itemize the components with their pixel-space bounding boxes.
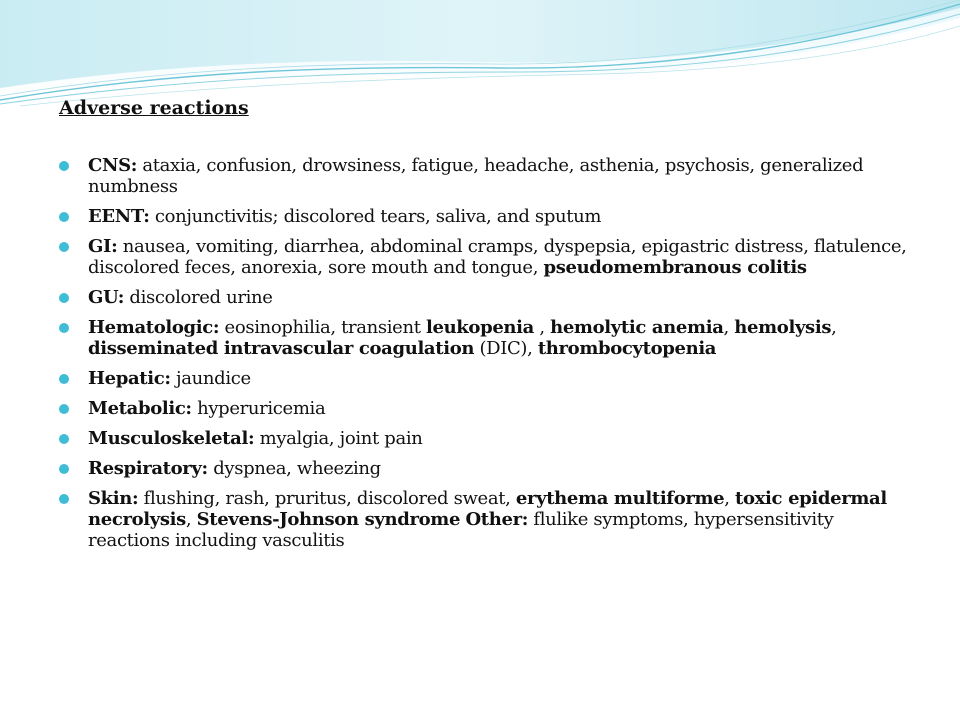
bullet-bold-term: pseudomembranous colitis xyxy=(543,257,807,278)
bullet-text: jaundice xyxy=(170,368,251,389)
bullet-heading: Hepatic: xyxy=(88,368,171,389)
bullet-text: nausea, vomiting, diarrhea, abdominal cramps, dyspepsia, epigastric distress, flatulence, discolored feces, anorexia, sore mouth and tongue, xyxy=(88,236,907,278)
bullet-text: , xyxy=(724,488,736,509)
bullet-bold-term: Stevens-Johnson syndrome xyxy=(196,509,461,530)
bullet-text: (DIC), xyxy=(474,338,538,359)
bullet-item xyxy=(59,287,919,308)
bullet-bold-term: toxic epidermal necrolysis xyxy=(88,488,887,530)
bullet-item xyxy=(59,317,919,359)
bullet-item xyxy=(59,155,919,197)
bullet-list xyxy=(59,155,919,560)
slide-title: Adverse reactions xyxy=(59,97,249,119)
bullet-item xyxy=(59,368,919,389)
bullet-item xyxy=(59,206,919,227)
bullet-circle-icon xyxy=(59,161,69,171)
bullet-text: dyspnea, wheezing xyxy=(207,458,381,479)
bullet-heading: Hematologic: xyxy=(88,317,220,338)
bullet-text: , xyxy=(185,509,197,530)
bullet-circle-icon xyxy=(59,494,69,504)
bullet-item xyxy=(59,428,919,449)
bullet-circle-icon xyxy=(59,323,69,333)
bullet-bold-term: leukopenia xyxy=(425,317,534,338)
bullet-text: hyperuricemia xyxy=(191,398,326,419)
bullet-circle-icon xyxy=(59,293,69,303)
bullet-item xyxy=(59,236,919,278)
bullet-bold-term: hemolytic anemia xyxy=(550,317,724,338)
bullet-heading: Respiratory: xyxy=(88,458,208,479)
bullet-text: myalgia, joint pain xyxy=(254,428,423,449)
bullet-text: ataxia, confusion, drowsiness, fatigue, headache, asthenia, psychosis, generalized numbness xyxy=(88,155,864,197)
bullet-circle-icon xyxy=(59,374,69,384)
bullet-circle-icon xyxy=(59,212,69,222)
bullet-text: flulike symptoms, hypersensitivity reactions including vasculitis xyxy=(88,509,834,551)
bullet-heading: Skin: xyxy=(88,488,139,509)
bullet-circle-icon xyxy=(59,434,69,444)
bullet-text: , xyxy=(723,317,735,338)
bullet-heading: CNS: xyxy=(88,155,138,176)
bullet-item xyxy=(59,458,919,479)
bullet-bold-term: hemolysis xyxy=(734,317,832,338)
bullet-circle-icon xyxy=(59,464,69,474)
bullet-bold-term: erythema multiforme xyxy=(515,488,725,509)
bullet-item xyxy=(59,398,919,419)
wave-header-decoration xyxy=(0,0,960,110)
bullet-item xyxy=(59,488,919,551)
bullet-bold-term: thrombocytopenia xyxy=(537,338,717,359)
bullet-text: flushing, rash, pruritus, discolored sweat, xyxy=(138,488,516,509)
bullet-heading: Musculoskeletal: xyxy=(88,428,255,449)
bullet-text: , xyxy=(533,317,551,338)
bullet-heading: Metabolic: xyxy=(88,398,192,419)
bullet-text: , xyxy=(831,317,837,338)
bullet-heading: GI: xyxy=(88,236,118,257)
bullet-circle-icon xyxy=(59,404,69,414)
bullet-bold-term: disseminated intravascular coagulation xyxy=(88,338,475,359)
bullet-heading: EENT: xyxy=(88,206,150,227)
bullet-circle-icon xyxy=(59,242,69,252)
bullet-bold-term: Other: xyxy=(465,509,529,530)
bullet-text: conjunctivitis; discolored tears, saliva, and sputum xyxy=(149,206,602,227)
bullet-heading: GU: xyxy=(88,287,125,308)
bullet-text: eosinophilia, transient xyxy=(219,317,426,338)
bullet-text: discolored urine xyxy=(124,287,273,308)
